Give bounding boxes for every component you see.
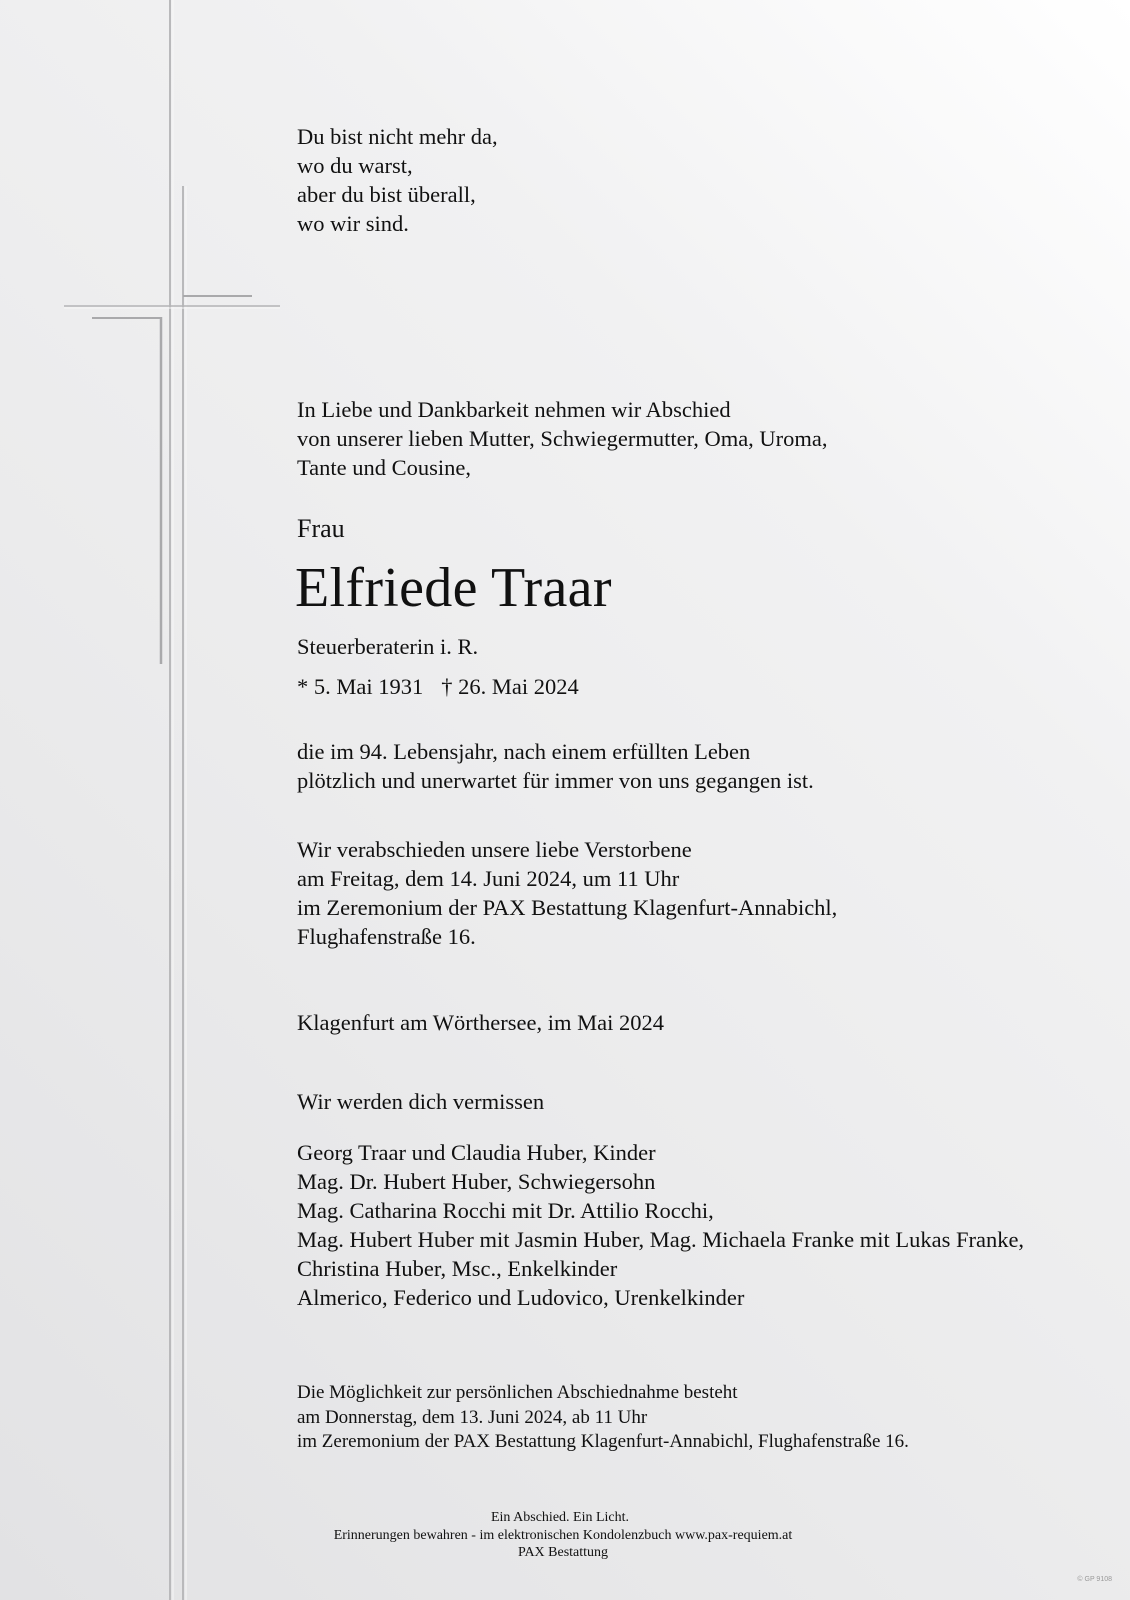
poem-line: wo wir sind. <box>297 211 409 236</box>
footer <box>0 1509 1130 1562</box>
mourners-list <box>297 1138 1024 1312</box>
viewing-line: im Zeremonium der PAX Bestattung Klagenfurt-Annabichl, Flughafenstraße 16. <box>297 1431 909 1452</box>
poem <box>297 122 498 238</box>
mourner-line: Almerico, Federico und Ludovico, Urenkelkinder <box>297 1285 745 1310</box>
ceremony-line: im Zeremonium der PAX Bestattung Klagenfurt-Annabichl, <box>297 895 838 920</box>
mourner-line: Mag. Catharina Rocchi mit Dr. Attilio Rocchi, <box>297 1198 714 1223</box>
ceremony-line: Wir verabschieden unsere liebe Verstorbene <box>297 837 692 862</box>
place-date: Klagenfurt am Wörthersee, im Mai 2024 <box>297 1010 664 1035</box>
footer-company: PAX Bestattung <box>517 1545 609 1560</box>
life-line: die im 94. Lebensjahr, nach einem erfüllten Leben <box>297 739 751 764</box>
viewing-line: am Donnerstag, dem 13. Juni 2024, ab 11 Uhr <box>297 1406 648 1428</box>
poem-line: wo du warst, <box>297 153 413 178</box>
poem-line: Du bist nicht mehr da, <box>297 124 498 149</box>
ceremony-text <box>297 835 837 951</box>
mourner-line: Georg Traar und Claudia Huber, Kinder <box>297 1140 656 1165</box>
death-date: † 26. Mai 2024 <box>441 674 579 699</box>
mourner-line: Christina Huber, Msc., Enkelkinder <box>297 1256 618 1281</box>
deceased-name: Elfriede Traar <box>295 557 612 619</box>
life-text <box>297 737 814 795</box>
ceremony-line: Flughafenstraße 16. <box>297 924 476 949</box>
intro-line: von unserer lieben Mutter, Schwiegermutter, Oma, Uroma, <box>297 426 828 451</box>
life-line: plötzlich und unerwartet für immer von uns gegangen ist. <box>297 768 814 793</box>
mourner-line: Mag. Hubert Huber mit Jasmin Huber, Mag. Michaela Franke mit Lukas Franke, <box>297 1227 1025 1252</box>
footer-condolence: Erinnerungen bewahren - im elektronischen Kondolenzbuch www.pax-requiem.at <box>333 1527 793 1543</box>
ceremony-line: am Freitag, dem 14. Juni 2024, um 11 Uhr <box>297 866 680 891</box>
profession: Steuerberaterin i. R. <box>297 634 479 659</box>
footer-slogan: Ein Abschied. Ein Licht. <box>490 1510 630 1525</box>
mourner-line: Mag. Dr. Hubert Huber, Schwiegersohn <box>297 1169 656 1194</box>
birth-date: * 5. Mai 1931 <box>297 674 424 699</box>
cross-icon <box>0 0 300 1600</box>
salutation: Frau <box>297 514 345 543</box>
viewing-line: Die Möglichkeit zur persönlichen Abschiednahme besteht <box>297 1382 738 1403</box>
poem-line: aber du bist überall, <box>297 182 476 207</box>
print-code: © GP 9108 <box>1077 1576 1112 1583</box>
life-dates <box>297 674 579 700</box>
intro-line: Tante und Cousine, <box>297 455 472 480</box>
viewing-text <box>297 1381 909 1455</box>
intro-text <box>297 395 828 482</box>
intro-line: In Liebe und Dankbarkeit nehmen wir Abschied <box>297 397 731 422</box>
miss-line: Wir werden dich vermissen <box>297 1089 545 1114</box>
